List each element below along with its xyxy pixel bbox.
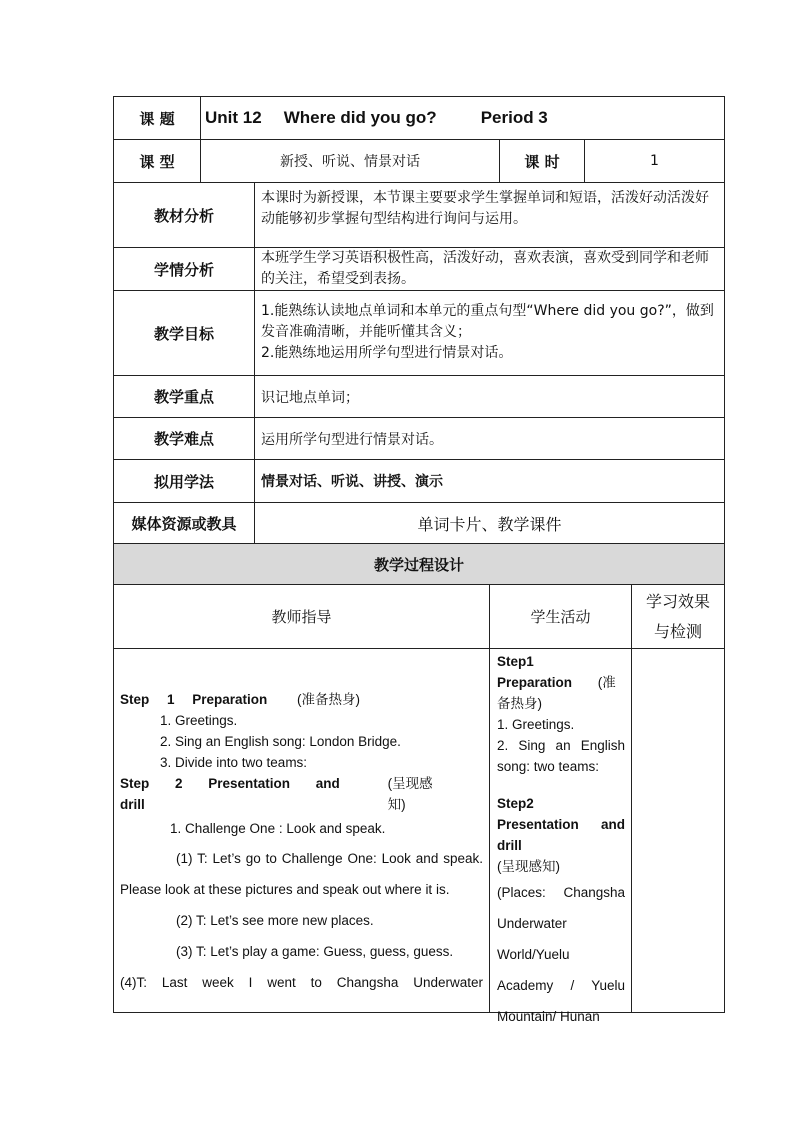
difficult-label: 教学难点 <box>153 430 214 448</box>
evaluation-cell <box>631 649 724 1012</box>
teacher-para-4: (4)T: Last week I went to Changsha Underwater <box>120 975 483 990</box>
unit-number: Unit 12 <box>205 108 262 127</box>
students-label: 学情分析 <box>153 260 214 279</box>
student-step2-cn: (呈现感知) <box>497 859 560 874</box>
teacher-guidance <box>114 649 489 1012</box>
student-col-header: 学生活动 <box>489 585 631 648</box>
process-header-row <box>113 584 725 648</box>
type-value: 新授、听说、情景对话 <box>200 140 499 182</box>
media-label: 媒体资源或教具 <box>131 514 237 533</box>
step1-item-1: 1. Greetings. <box>160 713 238 728</box>
hours-label: 课 时 <box>499 140 584 182</box>
material-label: 教材分析 <box>153 206 214 225</box>
student-places: (Places: Changsha Underwater World/Yuelu Academy / Yuelu Mountain/ Hunan <box>497 885 625 1024</box>
process-title: 教学过程设计 <box>373 555 464 574</box>
period: Period 3 <box>480 108 548 127</box>
student-step2-sub: Presentation and drill <box>497 817 625 853</box>
process-title-row <box>113 543 725 584</box>
methods-text: 情景对话、听说、讲授、演示 <box>254 460 724 502</box>
eval-header-line2: 与检测 <box>653 621 702 641</box>
student-step1-item-1: 1. Greetings. <box>497 717 575 732</box>
methods-row <box>113 459 725 502</box>
type-label: 课 型 <box>139 152 175 171</box>
material-row <box>113 182 725 247</box>
eval-header-line1: 学习效果 <box>645 591 710 611</box>
goals-text <box>254 291 724 375</box>
teacher-col-header: 教师指导 <box>271 608 332 626</box>
student-step1-cn: (准备热身) <box>497 675 616 711</box>
title-value <box>200 97 724 139</box>
eval-col-header <box>631 585 724 648</box>
material-text: 本课时为新授课，本节课主要要求学生掌握单词和短语，活泼好动活泼好动能够初步掌握句型结构进行询问与运用。 <box>254 183 724 247</box>
students-row <box>113 247 725 290</box>
step1-title: Step 1 Preparation <box>120 692 268 707</box>
student-step1-title <box>497 672 625 714</box>
goal-1: 1.能熟练认读地点单词和本单元的重点句型“Where did you go?”，做到发音准确清晰，并能听懂其含义； <box>261 303 714 340</box>
step1-item-3: 3. Divide into two teams: <box>160 755 308 770</box>
step1-cn: (准备热身) <box>297 692 360 707</box>
lesson-title: Where did you go? <box>283 108 437 127</box>
methods-label: 拟用学法 <box>153 472 214 491</box>
student-step1: Step1 <box>497 654 534 669</box>
teacher-para-1: (1) T: Let’s go to Challenge One: Look and speak. Please look at these pictures and speak out where it is. <box>120 851 483 897</box>
difficult-row <box>113 417 725 459</box>
teacher-para-2: (2) T: Let’s see more new places. <box>176 913 374 928</box>
media-row <box>113 502 725 543</box>
student-step1-sub: Preparation <box>497 675 573 690</box>
student-step1-item-2: 2. Sing an English song: two teams: <box>497 738 625 774</box>
key-label: 教学重点 <box>153 388 214 406</box>
title-row <box>113 96 725 139</box>
key-text: 识记地点单词； <box>254 376 724 417</box>
student-step2: Step2 <box>497 796 534 811</box>
step2-title: Step 2 Presentation and drill <box>120 776 340 812</box>
teacher-para-3: (3) T: Let’s play a game: Guess, guess, guess. <box>176 944 454 959</box>
step1-item-2: 2. Sing an English song: London Bridge. <box>160 734 401 749</box>
title-label: 课 题 <box>139 109 175 128</box>
students-text: 本班学生学习英语积极性高，活泼好动，喜欢表演，喜欢受到同学和老师的关注，希望受到表扬。 <box>254 248 724 290</box>
challenge-one: 1. Challenge One : Look and speak. <box>170 821 386 836</box>
step1-heading <box>120 689 360 710</box>
process-content-row <box>113 648 725 1024</box>
step2-cn: (呈现感知) <box>387 776 433 812</box>
step2-heading <box>120 773 450 815</box>
goals-row <box>113 290 725 375</box>
key-row <box>113 375 725 417</box>
student-activity <box>489 649 631 1024</box>
type-row <box>113 139 725 182</box>
goal-2: 2.能熟练地运用所学句型进行情景对话。 <box>261 345 513 361</box>
lesson-plan-table <box>113 96 725 1024</box>
goals-label: 教学目标 <box>153 324 214 343</box>
hours-value: 1 <box>584 140 724 182</box>
media-text: 单词卡片、教学课件 <box>254 503 724 543</box>
difficult-text: 运用所学句型进行情景对话。 <box>254 418 724 459</box>
